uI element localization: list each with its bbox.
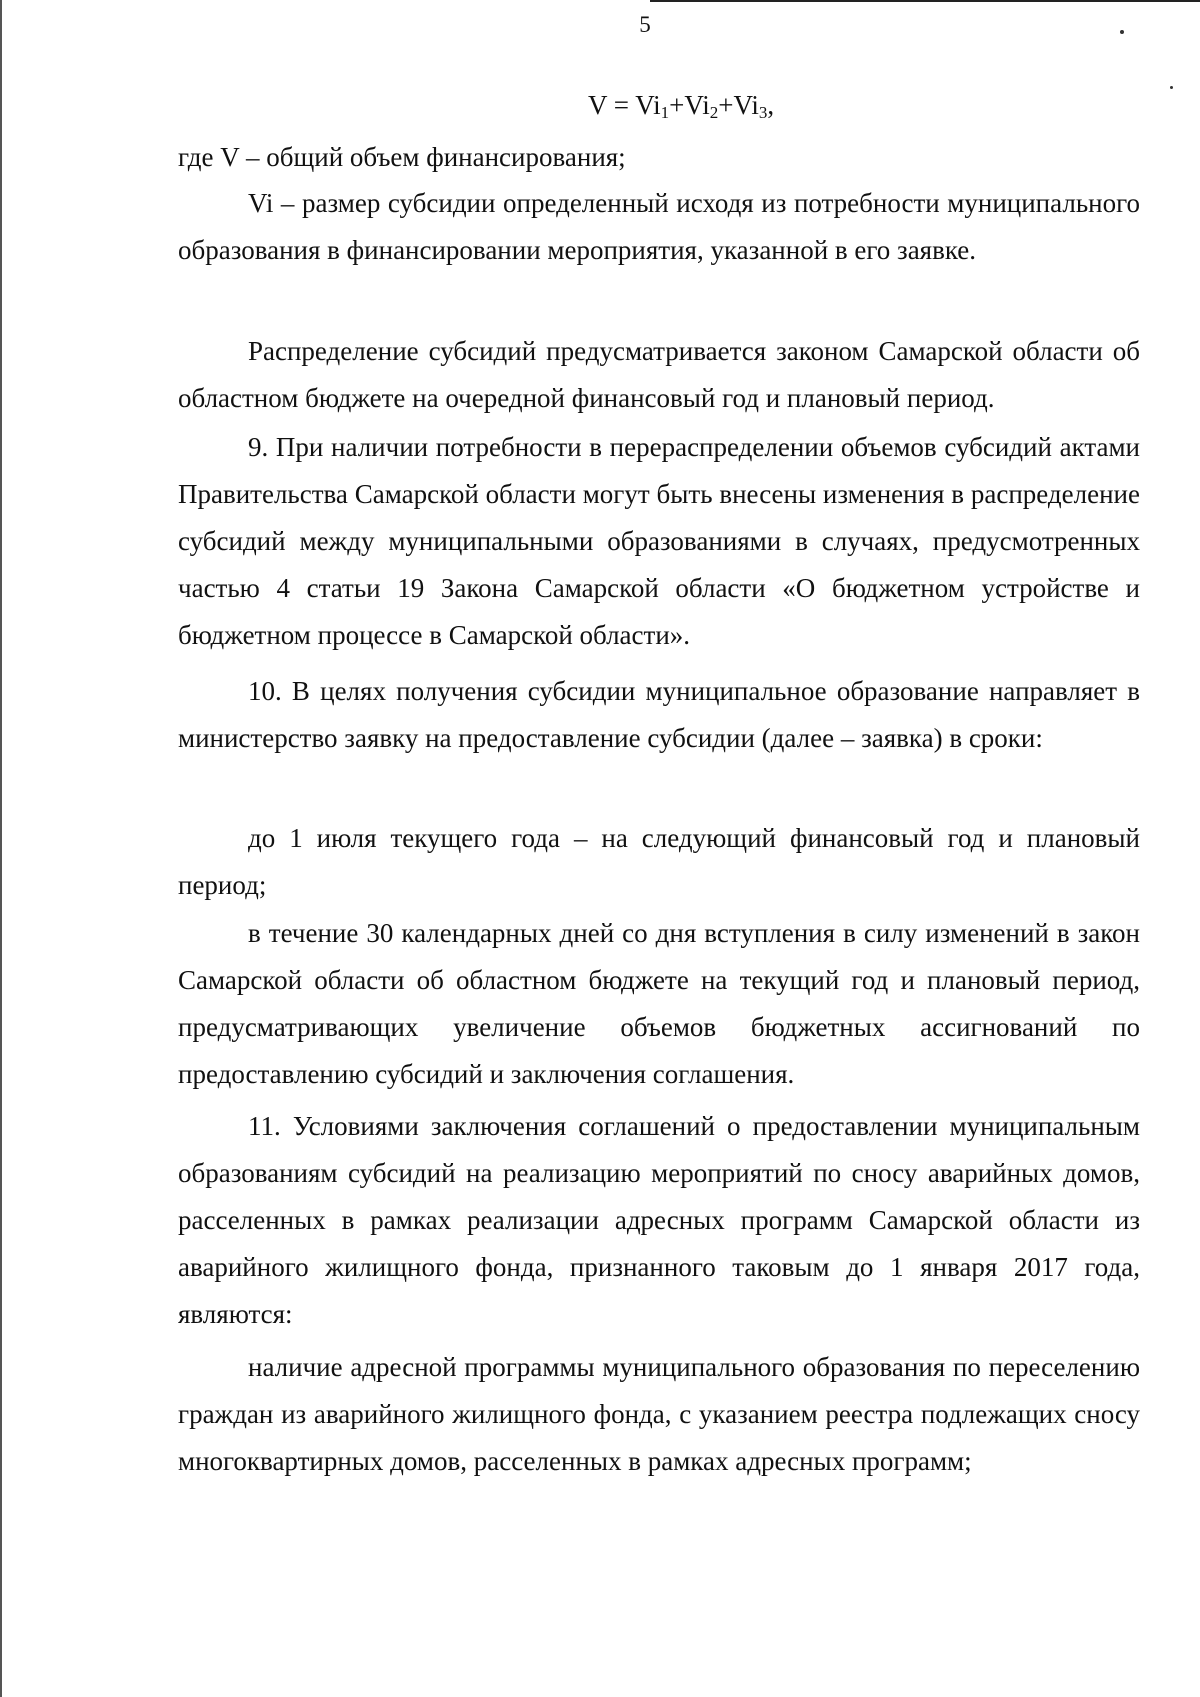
formula-lhs: V =: [588, 90, 636, 120]
paragraph-item-11: 11. Условиями заключения соглашений о предоставлении муниципальным образованиям субсидий на реализацию мероприятий по сносу аварийных домов, расселенных в рамках реализации адресных программ Самарской области из аварийного жилищного фонда, признанного таковым до 1 января 2017 года, являются:: [178, 1111, 1140, 1329]
paragraph-vi-definition: Vi – размер субсидии определенный исходя из потребности муниципального образования в финансировании мероприятия, указанной в его заявке.: [178, 188, 1140, 265]
paragraph-item-9: 9. При наличии потребности в перераспределении объемов субсидий актами Правительства Самарской области могут быть внесены изменения в распределение субсидий между муниципальными образованиями в случаях, предусмотренных частью 4 статьи 19 Закона Самарской области «О бюджетном устройстве и бюджетном процессе в Самарской области».: [178, 432, 1140, 650]
page-number: 5: [639, 12, 651, 37]
formula: [588, 90, 774, 123]
paragraph-item-10-deadline-2: в течение 30 календарных дней со дня вступления в силу изменений в закон Самарской области об областном бюджете на текущий год и плановый период, предусматривающих увеличение объемов бюджетных ассигнований по предоставлению субсидий и заключения соглашения.: [178, 918, 1140, 1089]
paragraph-item-10-deadline-1: до 1 июля текущего года – на следующий финансовый год и плановый период;: [178, 823, 1140, 900]
formula-subscript-1: 1: [660, 103, 670, 122]
formula-tail: ,: [767, 90, 775, 120]
page-top-edge: [650, 0, 1200, 2]
formula-term-3: +Vi: [718, 90, 759, 120]
formula-subscript-3: 3: [758, 103, 768, 122]
formula-term-2: +Vi: [669, 90, 710, 120]
scan-speck: [1170, 86, 1173, 89]
paragraph-where: где V – общий объем финансирования;: [178, 142, 626, 172]
formula-term-1: Vi: [635, 90, 661, 120]
paragraph-item-10: 10. В целях получения субсидии муниципальное образование направляет в министерство заявку на предоставление субсидии (далее – заявка) в сроки:: [178, 676, 1140, 753]
formula-subscript-2: 2: [709, 103, 719, 122]
scan-speck: [1120, 30, 1124, 34]
paragraph-item-11-condition: наличие адресной программы муниципального образования по переселению граждан из аварийного жилищного фонда, с указанием реестра подлежащих сносу многоквартирных домов, расселенных в рамках адресных программ;: [178, 1352, 1140, 1476]
paragraph-distribution: Распределение субсидий предусматривается законом Самарской области об областном бюджете на очередной финансовый год и плановый период.: [178, 336, 1140, 413]
page-left-edge: [0, 0, 2, 1697]
